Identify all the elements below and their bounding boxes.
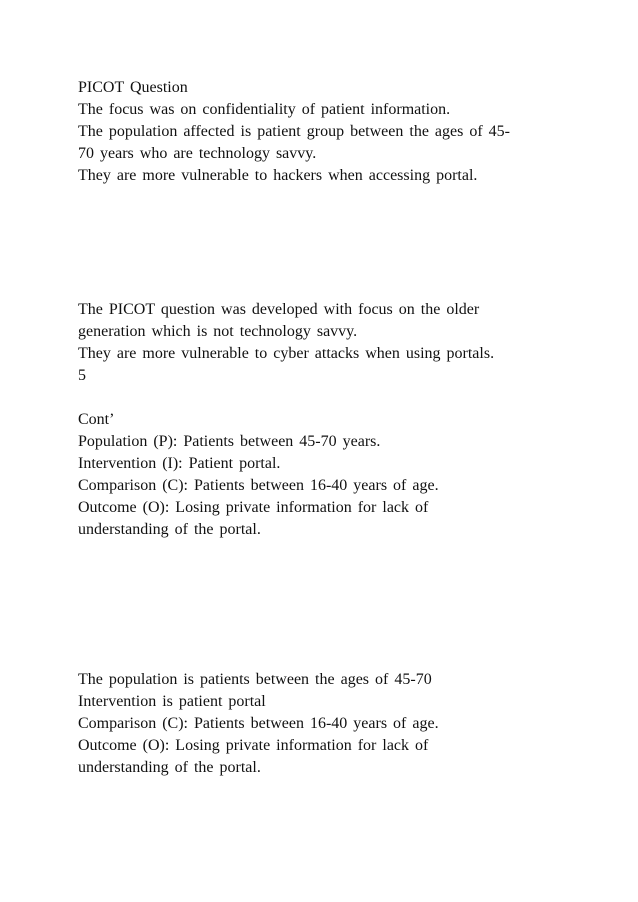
text-block-picot-development [78,299,618,541]
text-line: They are more vulnerable to cyber attacks when using portals. [78,345,495,362]
text-line: Outcome (O): Losing private information for lack of [78,737,429,754]
text-line: Comparison (C): Patients between 16-40 years of age. [78,477,439,494]
text-line: Population (P): Patients between 45-70 years. [78,433,381,450]
text-line: Comparison (C): Patients between 16-40 years of age. [78,715,439,732]
text-line: Intervention is patient portal [78,693,266,710]
text-line: The population is patients between the ages of 45-70 [78,671,432,688]
text-line: understanding of the portal. [78,759,261,776]
text-line: They are more vulnerable to hackers when accessing portal. [78,167,478,184]
blank-line [78,387,618,409]
text-line: 70 years who are technology savvy. [78,145,317,162]
text-line: Intervention (I): Patient portal. [78,455,281,472]
text-line: The focus was on confidentiality of patient information. [78,101,451,118]
text-line: The PICOT question was developed with focus on the older [78,301,480,318]
text-line: Outcome (O): Losing private information for lack of [78,499,429,516]
text-block-picot-summary [78,669,618,779]
text-line: understanding of the portal. [78,521,261,538]
slide-number: 5 [78,367,86,384]
text-line: The population affected is patient group between the ages of 45- [78,123,511,140]
text-line: generation which is not technology savvy. [78,323,358,340]
section-heading: PICOT Question [78,79,188,96]
section-heading: Cont’ [78,411,115,428]
text-block-picot-question [78,77,618,187]
